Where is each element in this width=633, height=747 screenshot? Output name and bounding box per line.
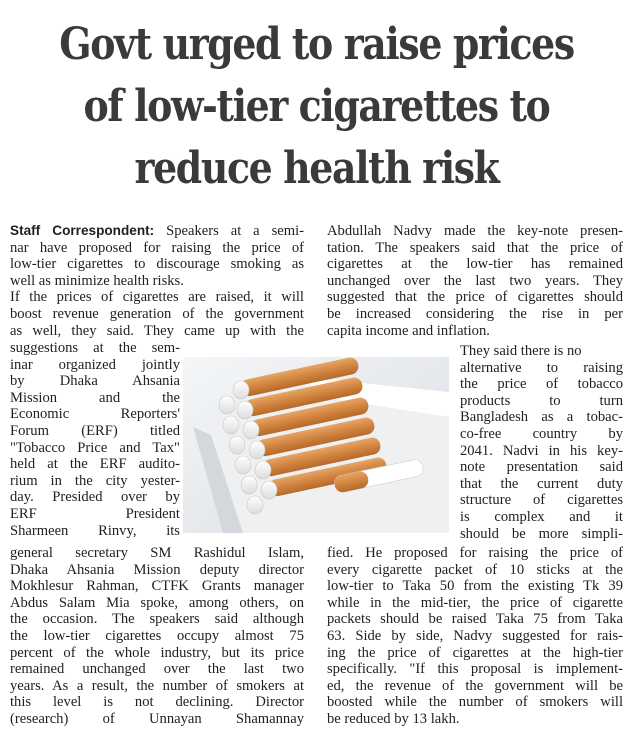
headline-line-1: Govt urged to raise prices: [59, 19, 574, 70]
article-line: ed, the revenue of the government will be: [327, 677, 623, 694]
article-line: note presentation said: [460, 459, 623, 476]
article-right-column-wrap: [460, 343, 623, 542]
article-line: Mission and the: [10, 389, 180, 406]
byline: Staff Correspondent:: [10, 223, 155, 238]
article-line: Abdus Salam Mia spoke, among others, on: [10, 594, 304, 611]
article-line: nar have proposed for raising the price of: [10, 239, 304, 256]
article-line: packets should be raised Taka 75 from Taka: [327, 611, 623, 628]
article-line: general secretary SM Rashidul Islam,: [10, 545, 304, 561]
article-line: is complex and it: [460, 508, 623, 525]
article-line: the occasion. The speakers said although: [10, 611, 304, 628]
article-line: low-tier to Taka 50 from the existing Tk 39: [327, 578, 623, 595]
article-line: years. As a result, the number of smokers at: [10, 677, 304, 694]
article-line: Abdullah Nadvy made the key-note presen-: [327, 223, 623, 239]
article-line: be reduced by 13 lakh.: [327, 710, 460, 727]
headline: [44, 14, 588, 200]
article-line: 63. Side by side, Nadvy suggested for rais-: [327, 627, 623, 644]
article-line: remained unchanged over the last two: [10, 661, 304, 678]
article-line: products to turn: [460, 392, 623, 409]
article-line: inar organized jointly: [10, 356, 180, 373]
article-line: co-free country by: [460, 425, 623, 442]
article-line: Forum (ERF) titled: [10, 422, 180, 439]
article-line: suggestions at the sem-: [10, 340, 180, 356]
article-line: ERF President: [10, 505, 180, 522]
article-line: while in the mid-tier, the price of cigarette: [327, 594, 623, 611]
article-line: this level is not declining. Director: [10, 694, 304, 711]
article-line: unchanged over the last two years. They: [327, 272, 623, 289]
article-line: tation. The speakers said that the price of: [327, 239, 623, 256]
article-line: Sharmeen Rinvy, its: [10, 522, 180, 539]
article-line: They said there is no: [460, 343, 582, 359]
article-line: specifically. "If this proposal is implement-: [327, 661, 623, 678]
article-line: capita income and inflation.: [327, 322, 490, 339]
article-line: ing the price of cigarettes at the high-tier: [327, 644, 623, 661]
article-line: (research) of Unnayan Shamannay: [10, 710, 304, 727]
article-line: as well, they said. They came up with the: [10, 322, 304, 339]
article-left-column-wrap: [10, 340, 180, 539]
article-line: low-tier cigarettes to discourage smoking as: [10, 256, 304, 273]
article-line: Dhaka Ahsania Mission deputy director: [10, 561, 304, 578]
article-line: suggested that the price of cigarettes should: [327, 289, 623, 306]
article-line: the low-tier cigarettes occupy almost 75: [10, 627, 304, 644]
article-right-column-bottom: [327, 545, 623, 728]
article-line: "Tobacco Price and Tax": [10, 439, 180, 456]
article-line: Mokhlesur Rahman, CTFK Grants manager: [10, 578, 304, 595]
article-line: be increased considering the rise in per: [327, 305, 623, 322]
cigarette-pack-photo: [183, 357, 449, 533]
article-line: boost revenue generation of the government: [10, 305, 304, 322]
article-line: Bangladesh as a tobac-: [460, 409, 623, 426]
article-line: Economic Reporters': [10, 406, 180, 423]
article-line: held at the ERF audito-: [10, 456, 180, 473]
article-line: every cigarette packet of 10 sticks at the: [327, 561, 623, 578]
article-line: well as minimize health risks.: [10, 272, 184, 289]
headline-line-3: reduce health risk: [134, 143, 499, 194]
article-line: percent of the whole industry, but its price: [10, 644, 304, 661]
article-line: day. Presided over by: [10, 489, 180, 506]
headline-line-2: of low-tier cigarettes to: [83, 81, 550, 132]
article-line: rium in the city yester-: [10, 472, 180, 489]
article-right-column-top: [327, 223, 623, 339]
article-line: that the current duty: [460, 475, 623, 492]
article-line: alternative to raising: [460, 359, 623, 376]
article-line: If the prices of cigarettes are raised, it will: [10, 289, 304, 306]
article-line: structure of cigarettes: [460, 492, 623, 509]
article-line: 2041. Nadvi in his key-: [460, 442, 623, 459]
article-line: Staff Correspondent: Speakers at a semi-: [10, 223, 304, 239]
article-line: boosted while the number of smokers will: [327, 694, 623, 711]
article-line: fied. He proposed for raising the price of: [327, 545, 623, 561]
article-line: by Dhaka Ahsania: [10, 373, 180, 390]
article-line: should be more simpli-: [460, 525, 623, 542]
article-left-column-bottom: [10, 545, 304, 728]
article-left-column-top: [10, 223, 304, 339]
article-line: the price of tobacco: [460, 376, 623, 393]
article-line: cigarettes at the low-tier has remained: [327, 256, 623, 273]
